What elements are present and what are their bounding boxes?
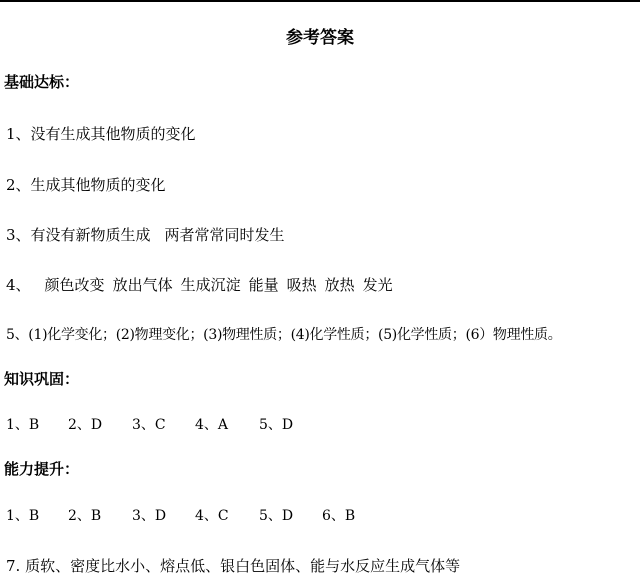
page-title: 参考答案 (286, 28, 354, 48)
basic-item-4-phrase: 能量 (248, 276, 279, 294)
basic-item-4-phrase: 颜色改变 (44, 276, 105, 294)
answer-item: 5、D (259, 417, 294, 433)
basic-item-4-phrase: 放出气体 (112, 276, 173, 294)
answer-item: 6、B (322, 508, 356, 524)
basic-item-4-phrase: 吸热 (286, 276, 317, 294)
answer-item: 5、D (259, 508, 294, 524)
basic-item-2: 2、生成其他物质的变化 (6, 176, 166, 194)
answer-item: 1、B (6, 417, 40, 433)
basic-item-4-label: 4、 (6, 276, 31, 294)
improve-item-7: 7. 质软、密度比水小、熔点低、银白色固体、能与水反应生成气体等 (6, 557, 461, 575)
answer-item: 2、B (68, 508, 102, 524)
top-rule (0, 0, 640, 2)
basic-item-1: 1、没有生成其他物质的变化 (6, 125, 196, 143)
basic-item-4-phrase: 发光 (362, 276, 393, 294)
answer-item: 3、D (132, 508, 167, 524)
section-heading-improve: 能力提升： (4, 460, 80, 478)
answer-item: 2、D (68, 417, 103, 433)
answer-item: 4、C (195, 508, 229, 524)
basic-item-4-phrase: 生成沉淀 (180, 276, 241, 294)
section-heading-consolidate: 知识巩固： (4, 370, 80, 388)
answer-item: 3、C (132, 417, 166, 433)
section-heading-basic: 基础达标： (4, 73, 80, 91)
basic-item-5: 5、(1)化学变化；(2)物理变化；(3)物理性质；(4)化学性质；(5)化学性质；(6）物理性质。 (6, 327, 562, 343)
basic-item-3-part1: 3、有没有新物质生成 (6, 226, 151, 244)
answer-item: 1、B (6, 508, 40, 524)
basic-item-3 (6, 225, 285, 245)
answer-item: 4、A (195, 417, 229, 433)
basic-item-4-phrase: 放热 (324, 276, 355, 294)
basic-item-4 (6, 275, 393, 295)
basic-item-3-part2: 两者常常同时发生 (164, 226, 285, 244)
